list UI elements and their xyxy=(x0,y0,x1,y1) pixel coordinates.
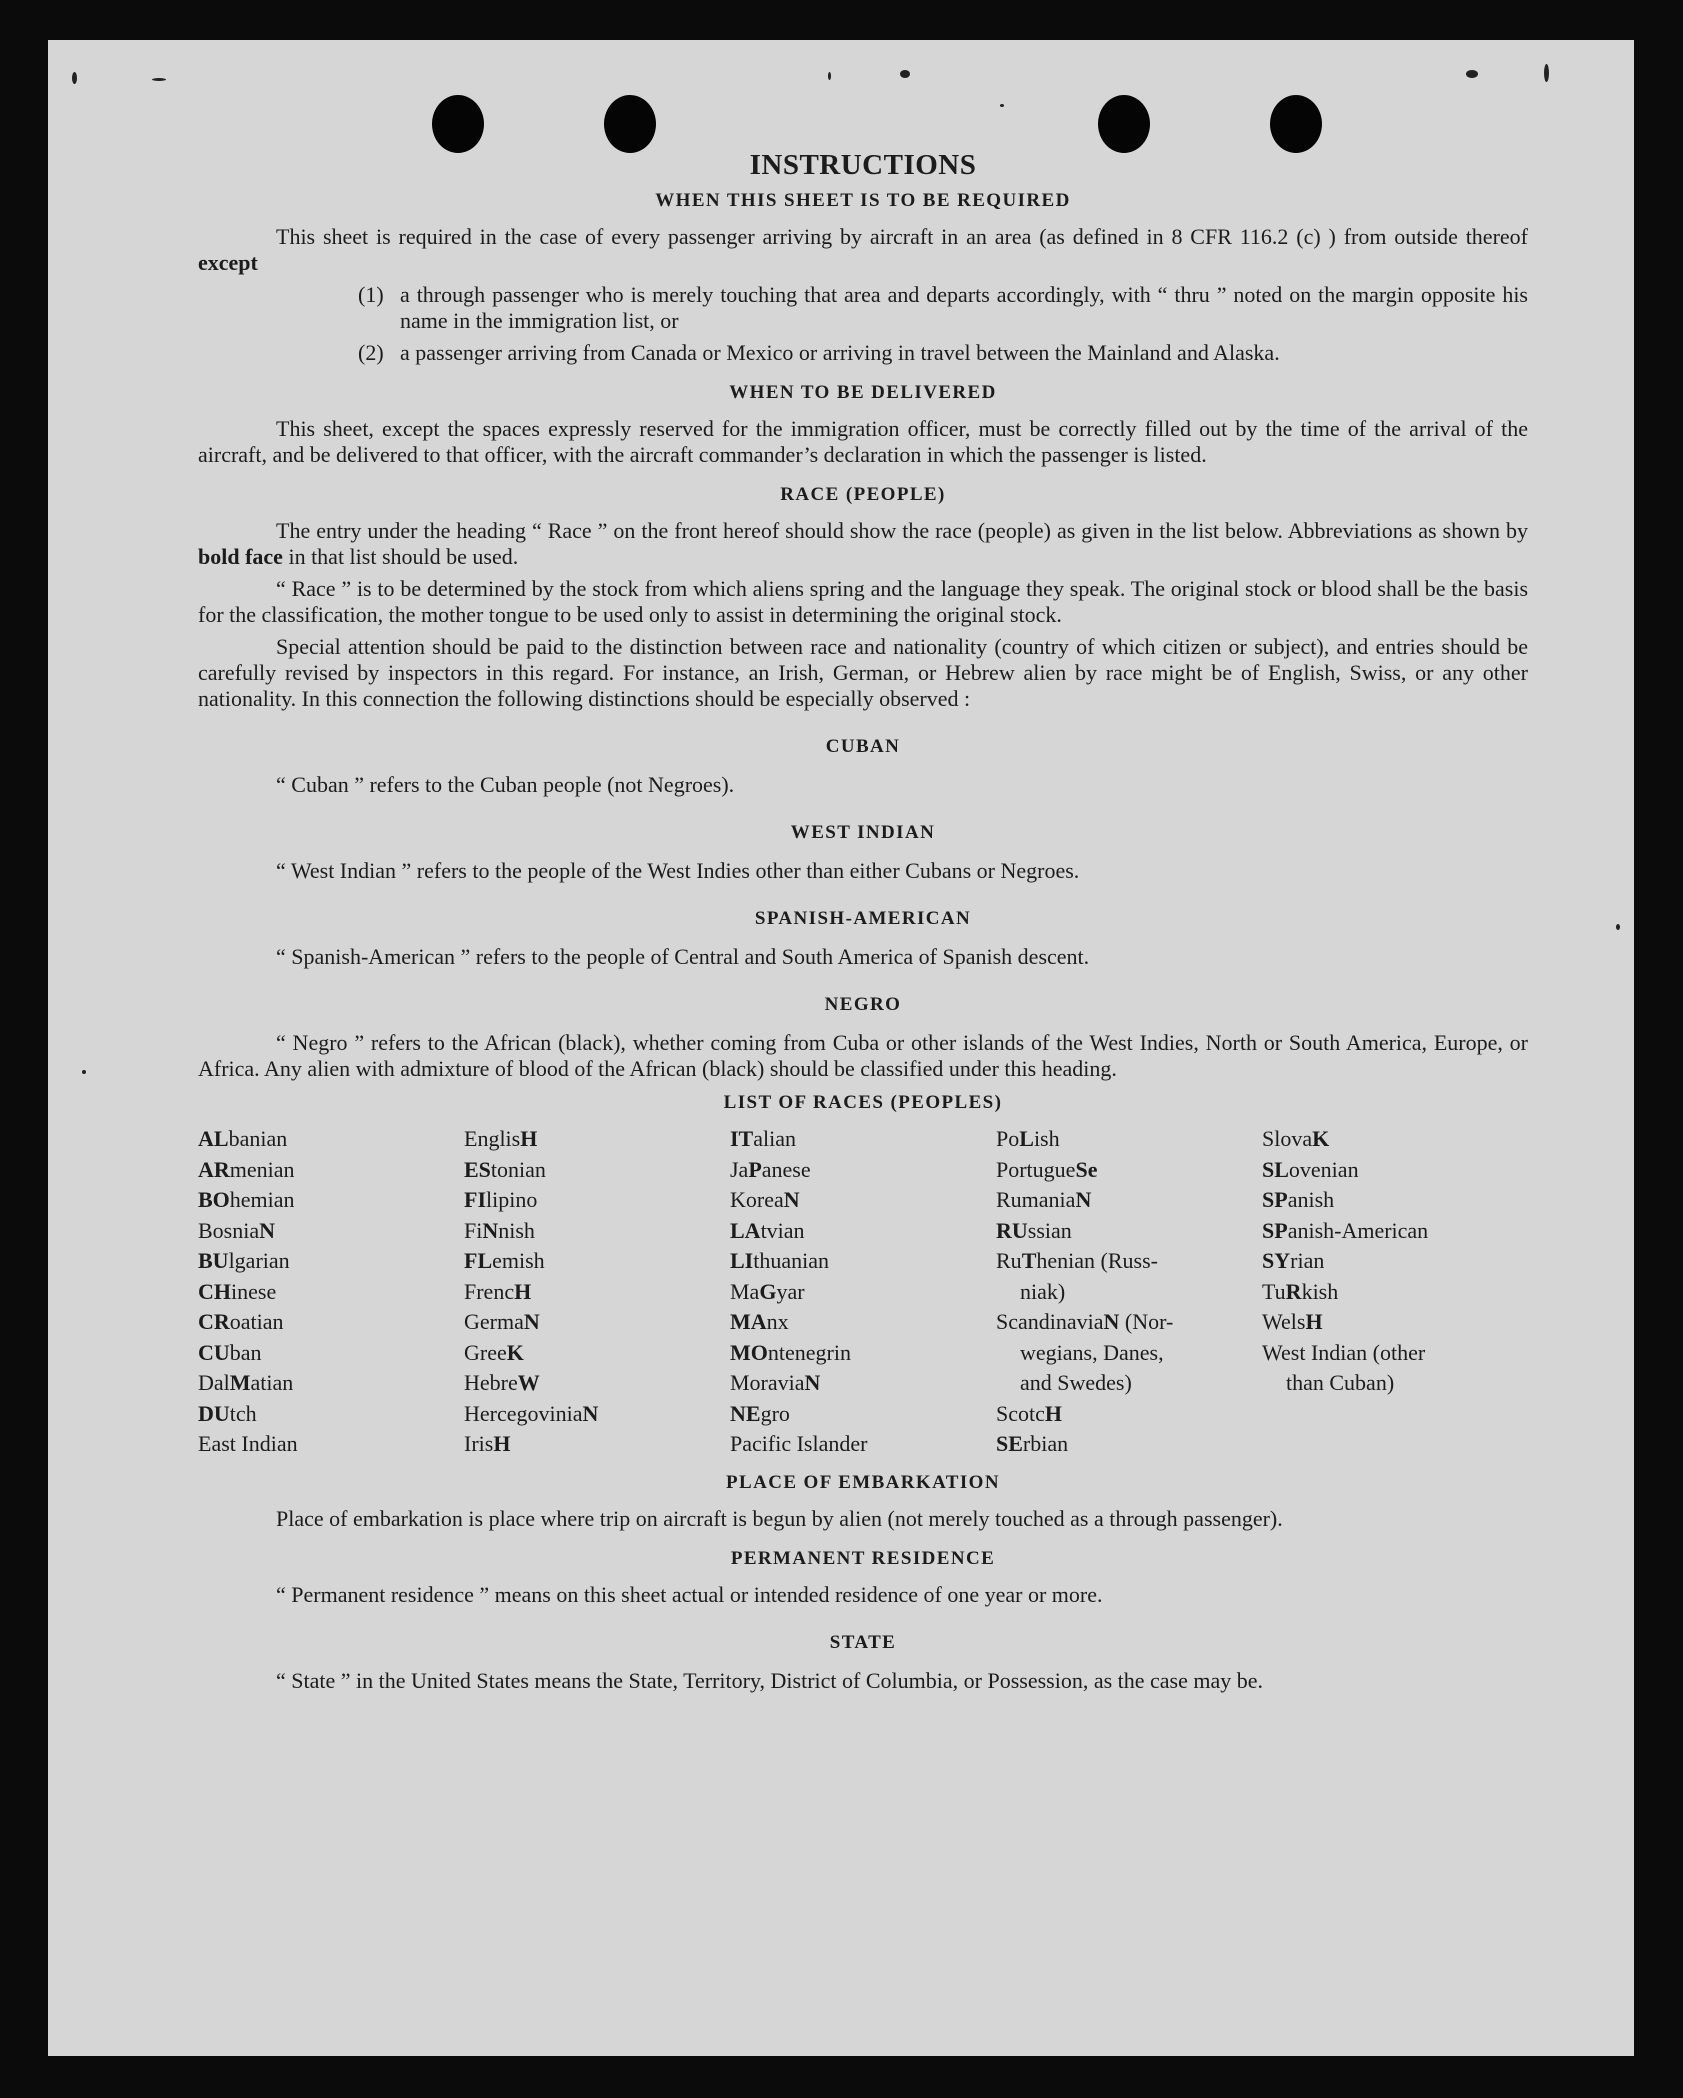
race-text: Rumania xyxy=(996,1187,1076,1212)
race-text: oatian xyxy=(229,1309,284,1334)
race-abbrev: N xyxy=(1075,1187,1092,1212)
race-abbrev: N xyxy=(523,1309,540,1334)
race-text: Bosnia xyxy=(198,1217,260,1243)
race-entry xyxy=(730,1155,996,1186)
race-entry xyxy=(1262,1185,1528,1216)
race-abbrev: AL xyxy=(198,1126,229,1151)
race-abbrev: H xyxy=(1044,1400,1063,1426)
race-text: lipino xyxy=(486,1187,538,1212)
race-entry xyxy=(464,1277,730,1308)
race-abbrev: K xyxy=(1312,1126,1330,1151)
speck xyxy=(1544,64,1549,82)
race-entry xyxy=(464,1155,730,1186)
race-entry xyxy=(198,1338,464,1369)
race-abbrev: L xyxy=(1019,1126,1034,1151)
race-abbrev: H xyxy=(514,1278,532,1304)
race-abbrev: CR xyxy=(198,1309,230,1334)
race-entry xyxy=(464,1124,730,1155)
race-entry xyxy=(464,1185,730,1216)
race-text: Hebre xyxy=(464,1370,518,1395)
race-entry xyxy=(198,1399,464,1430)
race-text: banian xyxy=(228,1126,288,1151)
race-text: yar xyxy=(776,1278,805,1304)
race-text: rbian xyxy=(1022,1431,1069,1456)
race-entry xyxy=(198,1429,464,1460)
race-text: Ru xyxy=(996,1248,1022,1273)
race-entry xyxy=(1262,1338,1528,1369)
race-abbrev: N xyxy=(1103,1309,1120,1334)
race-text: Scotc xyxy=(996,1400,1045,1426)
race-paragraph-3: Special attention should be paid to the distinction between race and nationality (country of which citizen or subject), and entries should be carefully revised by inspectors in this regard. For instance, an Irish, German, or Hebrew alien by race might be of English, Swiss, or any other nationality. In this connection the following distinctions should be especially observed : xyxy=(198,634,1528,711)
section-heading-required: WHEN THIS SHEET IS TO BE REQUIRED xyxy=(655,190,1071,211)
punch-hole xyxy=(1098,95,1150,153)
race-text: ish xyxy=(1033,1126,1060,1151)
race-abbrev: T xyxy=(1021,1248,1037,1273)
race-text: wegians, Danes, xyxy=(1020,1339,1164,1365)
races-column xyxy=(996,1124,1262,1460)
race-text: alian xyxy=(753,1126,797,1151)
race-abbrev: LI xyxy=(730,1248,754,1273)
race-abbrev: SP xyxy=(1262,1187,1288,1212)
race-text: tvian xyxy=(760,1217,805,1243)
race-text: tch xyxy=(229,1400,257,1426)
race-abbrev: W xyxy=(517,1370,540,1395)
race-abbrev: R xyxy=(1285,1278,1302,1304)
race-entry xyxy=(996,1307,1262,1338)
residence-text: “ Permanent residence ” means on this sheet actual or intended residence of one year or more. xyxy=(276,1581,1103,1607)
page-title: INSTRUCTIONS xyxy=(749,149,977,181)
race-text: hemian xyxy=(229,1187,295,1212)
race-entry xyxy=(198,1246,464,1277)
speck xyxy=(900,70,910,78)
punch-hole xyxy=(1270,95,1322,153)
race-abbrev: BO xyxy=(198,1187,230,1212)
race-text: ssian xyxy=(1027,1217,1072,1243)
race-abbrev: IT xyxy=(730,1126,754,1151)
race-text: Englis xyxy=(464,1126,521,1151)
race-text: lgarian xyxy=(228,1248,290,1273)
race-abbrev: H xyxy=(1305,1309,1323,1334)
race-entry xyxy=(996,1185,1262,1216)
race-text: menian xyxy=(229,1156,295,1182)
race-entry xyxy=(198,1307,464,1338)
list-item-number: (1) xyxy=(358,282,384,307)
race-text: niak) xyxy=(1020,1278,1066,1304)
race-entry xyxy=(996,1368,1262,1399)
list-item-number: (2) xyxy=(358,340,384,365)
race-text: Pacific Islander xyxy=(730,1431,868,1456)
race-entry xyxy=(198,1216,464,1247)
section-heading-list-of-races: LIST OF RACES (PEOPLES) xyxy=(723,1092,1003,1113)
section-heading-residence: PERMANENT RESIDENCE xyxy=(730,1547,996,1569)
race-text: Frenc xyxy=(464,1278,515,1304)
negro-text: “ Negro ” refers to the African (black), whether coming from Cuba or other islands of the West Indies, North or South America, Europe, or Africa. Any alien with admixture of blood of the African (black) should be classified under this heading. xyxy=(198,1030,1528,1081)
race-abbrev: G xyxy=(759,1278,777,1304)
race-text: than Cuban) xyxy=(1286,1370,1395,1395)
race-text: Tu xyxy=(1262,1278,1286,1304)
race-abbrev: DU xyxy=(198,1400,230,1426)
race-abbrev: BU xyxy=(198,1248,229,1273)
race-text: henian (Russ- xyxy=(1036,1248,1158,1273)
spanish-american-text: “ Spanish-American ” refers to the people of Central and South America of Spanish descent. xyxy=(276,944,1090,969)
race-entry xyxy=(730,1246,996,1277)
race-text: atian xyxy=(250,1370,294,1395)
section-heading-negro: NEGRO xyxy=(824,994,902,1015)
race-abbrev: N xyxy=(582,1400,599,1426)
race-entry xyxy=(730,1429,996,1460)
race-entry xyxy=(1262,1277,1528,1308)
race-abbrev: RU xyxy=(996,1217,1028,1243)
race-text: ovenian xyxy=(1288,1156,1359,1182)
race-entry xyxy=(730,1216,996,1247)
race-paragraph-1 xyxy=(198,518,1528,570)
race-abbrev: SL xyxy=(1262,1156,1289,1182)
document-sheet xyxy=(48,40,1634,2056)
race-entry xyxy=(1262,1216,1528,1247)
speck xyxy=(1616,924,1620,930)
section-heading-delivered: WHEN TO BE DELIVERED xyxy=(729,382,997,403)
speck xyxy=(1000,104,1004,107)
list-item-text: a passenger arriving from Canada or Mexico or arriving in travel between the Mainland and Alaska. xyxy=(400,340,1280,365)
race-text: tonian xyxy=(490,1156,546,1182)
races-column xyxy=(730,1124,996,1460)
race-entry xyxy=(1262,1246,1528,1277)
speck xyxy=(82,1070,86,1074)
race-abbrev: N xyxy=(804,1370,821,1395)
section-heading-west-indian: WEST INDIAN xyxy=(790,822,936,843)
race-abbrev: P xyxy=(748,1156,762,1182)
race-entry xyxy=(996,1277,1262,1308)
race-text: Dal xyxy=(198,1370,230,1395)
race-text: Ma xyxy=(730,1278,760,1304)
race-entry xyxy=(464,1307,730,1338)
speck xyxy=(72,72,77,84)
race-entry xyxy=(464,1429,730,1460)
race-text: anish-American xyxy=(1287,1217,1429,1243)
race-entry xyxy=(730,1307,996,1338)
race-text: anish xyxy=(1287,1187,1335,1212)
required-intro-bold: except xyxy=(198,250,258,275)
race-entry xyxy=(730,1185,996,1216)
race-entry xyxy=(464,1216,730,1247)
section-heading-state: STATE xyxy=(829,1631,897,1653)
race-entry xyxy=(1262,1124,1528,1155)
race-entry xyxy=(730,1277,996,1308)
race-entry xyxy=(464,1368,730,1399)
race-abbrev: N xyxy=(783,1187,800,1212)
race-abbrev: N xyxy=(259,1217,276,1243)
races-column xyxy=(1262,1124,1528,1460)
race-entry xyxy=(730,1338,996,1369)
race-p1-after: in that list should be used. xyxy=(288,544,519,569)
race-abbrev: MA xyxy=(730,1309,767,1334)
required-intro-text: This sheet is required in the case of every passenger arriving by aircraft in an area (as defined in 8 CFR 116.2 (c) ) from outside thereof xyxy=(276,224,1528,249)
west-indian-text: “ West Indian ” refers to the people of the West Indies other than either Cubans or Negroes. xyxy=(276,858,1080,883)
race-abbrev: LA xyxy=(730,1217,761,1243)
race-text: Po xyxy=(996,1126,1020,1151)
race-entry xyxy=(1262,1307,1528,1338)
race-abbrev: N xyxy=(482,1217,499,1243)
race-abbrev: CH xyxy=(198,1278,231,1304)
race-entry xyxy=(996,1124,1262,1155)
race-entry xyxy=(464,1399,730,1430)
race-entry xyxy=(198,1124,464,1155)
race-abbrev: H xyxy=(520,1126,538,1151)
race-text: and Swedes) xyxy=(1020,1370,1132,1395)
race-text: West Indian (other xyxy=(1262,1339,1426,1365)
race-text: Portugue xyxy=(996,1156,1076,1182)
punch-hole xyxy=(432,95,484,153)
race-entry xyxy=(996,1246,1262,1277)
race-text: nish xyxy=(498,1217,535,1243)
race-entry xyxy=(996,1338,1262,1369)
race-entry xyxy=(198,1368,464,1399)
race-text: (Nor- xyxy=(1119,1309,1174,1334)
race-abbrev: AR xyxy=(198,1156,230,1182)
race-text: ban xyxy=(229,1339,262,1365)
list-item xyxy=(358,340,1528,366)
race-p1-text: The entry under the heading “ Race ” on the front hereof should show the race (people) as given in the list below. Abbreviations as shown by xyxy=(276,518,1528,543)
race-text: ntenegrin xyxy=(767,1339,851,1365)
race-text: Gree xyxy=(464,1339,507,1365)
section-heading-cuban: CUBAN xyxy=(825,736,901,757)
race-entry xyxy=(730,1368,996,1399)
race-entry xyxy=(996,1155,1262,1186)
race-text: Wels xyxy=(1262,1309,1306,1334)
race-entry xyxy=(996,1399,1262,1430)
race-text: rian xyxy=(1290,1248,1325,1273)
race-text: inese xyxy=(231,1278,277,1304)
race-text: gro xyxy=(760,1400,790,1426)
speck xyxy=(152,78,166,81)
race-abbrev: FI xyxy=(464,1187,486,1212)
race-abbrev: NE xyxy=(730,1400,761,1426)
instructions-content xyxy=(198,149,1528,1694)
race-text: Iris xyxy=(464,1431,494,1456)
race-text: Fi xyxy=(464,1217,483,1243)
section-heading-race: RACE (PEOPLE) xyxy=(780,484,946,505)
race-text: Korea xyxy=(730,1187,784,1212)
race-abbrev: M xyxy=(229,1370,251,1395)
races-column xyxy=(464,1124,730,1460)
list-item xyxy=(358,282,1528,334)
race-text: anese xyxy=(761,1156,811,1182)
race-entry xyxy=(464,1338,730,1369)
race-abbrev: SY xyxy=(1262,1248,1291,1273)
embarkation-text: Place of embarkation is place where trip on aircraft is begun by alien (not merely touched as a through passenger). xyxy=(276,1505,1283,1531)
race-abbrev: K xyxy=(506,1339,524,1365)
speck xyxy=(1466,70,1478,78)
race-text: kish xyxy=(1301,1278,1339,1304)
race-abbrev: CU xyxy=(198,1339,230,1365)
race-text: thuanian xyxy=(753,1248,830,1273)
race-text: Hercegovinia xyxy=(464,1400,583,1426)
delivered-text: This sheet, except the spaces expressly reserved for the immigration officer, must be correctly filled out by the time of the arrival of the aircraft, and be delivered to that officer, with the aircraft commander’s declaration in which the passenger is listed. xyxy=(198,416,1528,467)
race-paragraph-2: “ Race ” is to be determined by the stock from which aliens spring and the language they speak. The original stock or blood shall be the basis for the classification, the mother tongue to be used only to assist in determining the original stock. xyxy=(198,576,1528,627)
race-entry xyxy=(1262,1155,1528,1186)
race-entry xyxy=(730,1124,996,1155)
race-text: Moravia xyxy=(730,1370,805,1395)
race-abbrev: FL xyxy=(464,1248,493,1273)
race-text: Ja xyxy=(730,1156,749,1182)
race-text: Scandinavia xyxy=(996,1309,1104,1334)
race-entry xyxy=(198,1185,464,1216)
race-entry xyxy=(730,1399,996,1430)
race-abbrev: SE xyxy=(996,1431,1023,1456)
race-text: emish xyxy=(492,1248,545,1273)
punch-hole xyxy=(604,95,656,153)
races-list xyxy=(198,1124,1528,1460)
race-abbrev: H xyxy=(493,1431,511,1456)
race-abbrev: ES xyxy=(464,1156,491,1182)
speck xyxy=(828,72,831,80)
race-entry xyxy=(1262,1368,1528,1399)
race-text: Germa xyxy=(464,1309,524,1334)
section-heading-embarkation: PLACE OF EMBARKATION xyxy=(726,1471,1000,1493)
section-heading-spanish-american: SPANISH-AMERICAN xyxy=(754,908,972,929)
race-entry xyxy=(464,1246,730,1277)
race-entry xyxy=(996,1216,1262,1247)
cuban-text: “ Cuban ” refers to the Cuban people (not Negroes). xyxy=(276,772,735,797)
race-entry xyxy=(198,1277,464,1308)
race-text: Slova xyxy=(1262,1126,1313,1151)
required-intro xyxy=(198,224,1528,276)
races-column xyxy=(198,1124,464,1460)
state-text: “ State ” in the United States means the State, Territory, District of Columbia, or Possession, as the case may be. xyxy=(276,1667,1264,1693)
race-abbrev: SP xyxy=(1262,1217,1288,1243)
list-item-text: a through passenger who is merely touching that area and departs accordingly, with “ thru ” noted on the margin opposite his name in the immigration list, or xyxy=(400,282,1528,333)
race-abbrev: Se xyxy=(1075,1156,1098,1182)
race-text: East Indian xyxy=(198,1431,298,1456)
race-text: nx xyxy=(766,1309,789,1334)
race-entry xyxy=(996,1429,1262,1460)
race-entry xyxy=(198,1155,464,1186)
race-p1-bold: bold face xyxy=(198,544,283,569)
race-abbrev: MO xyxy=(730,1339,768,1365)
